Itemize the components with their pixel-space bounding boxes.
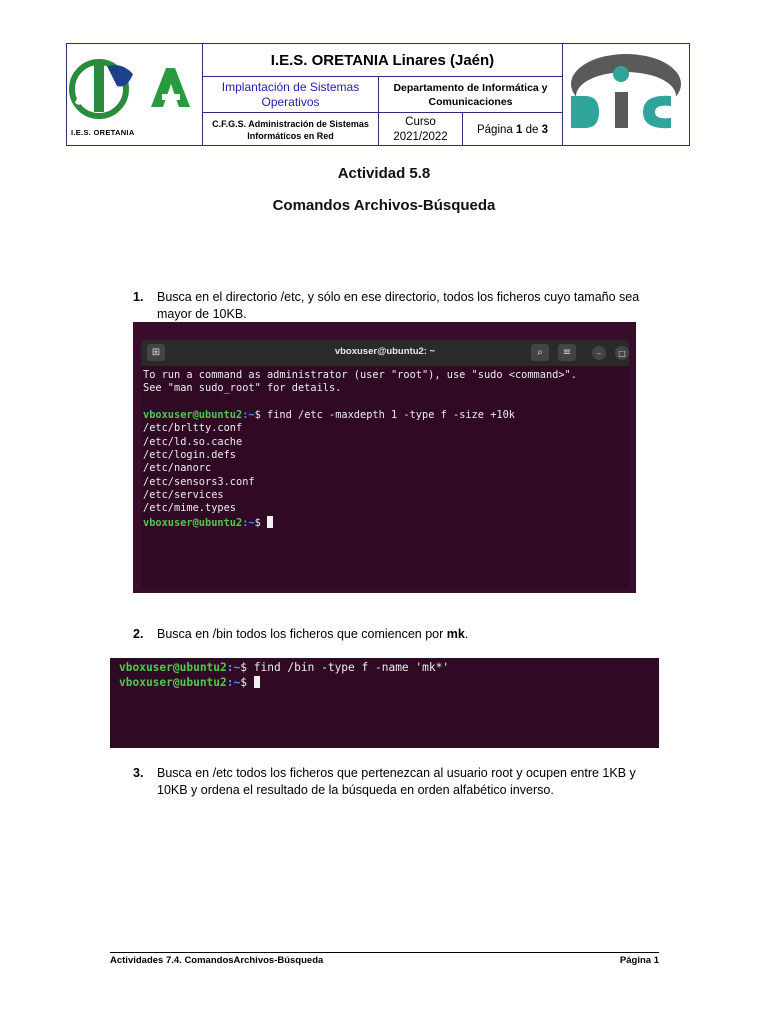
terminal-titlebar	[141, 340, 629, 366]
terminal-output-line: /etc/brltty.conf	[143, 422, 243, 434]
school-title: I.E.S. ORETANIA Linares (Jaén)	[203, 44, 562, 77]
terminal-window-title: vboxuser@ubuntu2: ~	[334, 346, 436, 357]
question-2	[133, 626, 663, 643]
terminal-command: find /etc -maxdepth 1 -type f -size +10k	[267, 409, 515, 421]
terminal-command-line	[143, 409, 515, 422]
question-number: 3.	[133, 766, 144, 780]
course-year	[379, 113, 463, 146]
page-of: de	[525, 123, 539, 136]
course-label: Curso	[405, 115, 436, 128]
prompt-path: :~	[226, 661, 241, 674]
terminal-cursor	[254, 676, 260, 688]
prompt-user: vboxuser@ubuntu2	[119, 661, 227, 674]
question-text: Busca en el directorio /etc, y sólo en ese directorio, todos los ficheros cuyo tamaño sea mayor de 10KB.	[157, 290, 640, 321]
question-text-bold: mk	[446, 627, 465, 641]
minimize-icon[interactable]: –	[592, 346, 606, 360]
terminal-screenshot-2[interactable]	[110, 658, 659, 748]
module-name: Implantación de Sistemas Operativos	[203, 77, 379, 113]
terminal-output-line: /etc/sensors3.conf	[143, 475, 255, 488]
terminal-prompt-line	[143, 516, 273, 530]
prompt-user: vboxuser@ubuntu2	[143, 516, 243, 529]
document-header	[66, 43, 690, 146]
menu-icon[interactable]: ≡	[558, 344, 576, 361]
terminal-output-line: /etc/services	[143, 489, 224, 501]
terminal-output-line: /etc/nanorc	[143, 462, 212, 474]
prompt-symbol: $	[254, 409, 268, 421]
prompt-user: vboxuser@ubuntu2	[143, 409, 243, 421]
terminal-output-line: /etc/mime.types	[143, 502, 236, 514]
terminal-body[interactable]	[141, 366, 629, 588]
oretania-logo-icon	[67, 44, 201, 126]
new-tab-icon[interactable]: ⊞	[147, 344, 165, 361]
question-number: 2.	[133, 627, 144, 641]
school-name-text: I.E.S. ORETANIA	[71, 128, 135, 137]
prompt-symbol: $	[240, 676, 254, 689]
question-text-a: Busca en /bin todos los ficheros que comiencen por	[157, 627, 447, 641]
maximize-icon[interactable]: □	[615, 346, 629, 360]
activity-title: Actividad 5.8	[337, 165, 431, 182]
terminal-cursor	[267, 516, 273, 528]
question-text: Busca en /etc todos los ficheros que pertenezcan al usuario root y ocupen entre 1KB y 10KB y ordena el resultado de la búsqueda en orden alfabético inverso.	[157, 766, 636, 797]
search-icon[interactable]: ⌕	[531, 344, 549, 361]
terminal-screenshot-1	[133, 322, 636, 593]
question-number: 1.	[133, 290, 144, 304]
prompt-path: :~	[242, 409, 255, 421]
question-text	[157, 626, 663, 643]
footer-divider	[110, 952, 659, 953]
footer-document-name: Actividades 7.4. ComandosArchivos-Búsqueda	[110, 955, 324, 966]
question-3	[133, 765, 663, 799]
prompt-path: :~	[242, 516, 255, 529]
course-years: 2021/2022	[393, 130, 448, 143]
terminal-output-line: /etc/login.defs	[143, 449, 236, 461]
terminal-prompt-line	[119, 676, 260, 690]
terminal-command-line	[119, 661, 449, 675]
dic-logo-icon	[563, 44, 689, 144]
school-logo	[67, 44, 203, 146]
page-total: 3	[541, 123, 549, 136]
terminal-command: find /bin -type f -name 'mk*'	[253, 661, 450, 674]
prompt-symbol: $	[254, 516, 268, 529]
activity-subtitle: Comandos Archivos-Búsqueda	[272, 197, 496, 214]
department-name: Departamento de Informática y Comunicaciones	[379, 77, 562, 113]
page-label: Página	[476, 123, 513, 136]
question-1	[133, 289, 663, 323]
terminal-output-line: /etc/ld.so.cache	[143, 435, 243, 448]
page-current: 1	[516, 123, 523, 136]
footer-page-number: Página 1	[619, 955, 659, 966]
prompt-user: vboxuser@ubuntu2	[119, 676, 227, 689]
department-logo	[562, 44, 690, 146]
terminal-intro-line: See "man sudo_root" for details.	[143, 382, 342, 394]
prompt-symbol: $	[240, 661, 254, 674]
question-text-b: .	[464, 627, 469, 641]
prompt-path: :~	[226, 676, 241, 689]
page-counter	[463, 113, 562, 146]
terminal-intro-line: To run a command as administrator (user "root"), use "sudo <command>".	[143, 369, 577, 381]
cycle-name: C.F.G.S. Administración de Sistemas Informáticos en Red	[203, 113, 379, 146]
